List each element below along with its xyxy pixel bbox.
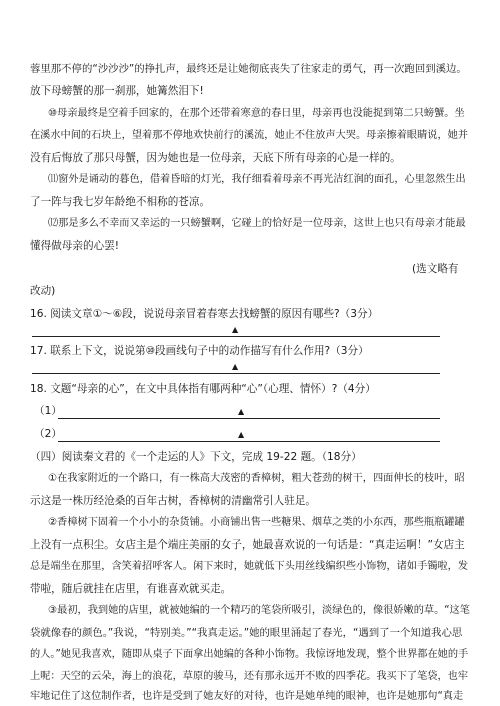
answer-marker: ▲ bbox=[238, 430, 245, 439]
paragraph-text-line: 没有后悔放了那只母蟹，因为她也是一位母亲，天底下所有母亲的心是一样的。 bbox=[30, 152, 401, 164]
paragraph-3: ③最初，我到她的店里，就被她编的一个精巧的笔袋所吸引，淡绿色的，像很娇嫩的草。“这笔 bbox=[48, 605, 470, 616]
answer-line-18-1[interactable] bbox=[58, 418, 440, 419]
paragraph-text-line: 在溪水中间的石块上，望着那不停地欢快前行的溪流，她止不住放声大哭。母亲擦着眼睛说，她并 bbox=[30, 130, 469, 141]
answer-line-17[interactable] bbox=[32, 373, 440, 374]
paragraph-text-line: 牢地记住了这位制作者，也许是受到了她友好的对待，也许是她单纯的眼神，也许是她那句“真走 bbox=[30, 691, 464, 702]
paragraph-text-line: 袋就像春的颜色。”我说，“特别美。”“我真走运。”她的眼里涌起了春光，“遇到了一个知道我心思 bbox=[30, 627, 463, 639]
paragraph-text-line: 蓉里那不停的“沙沙沙”的挣扎声，最终还是让她彻底丧失了往家走的勇气，再一次跑回到溪边。 bbox=[30, 63, 467, 75]
question-17: 17. 联系上下文，说说第⑩段画线句子中的动作描写有什么作用?（3分） bbox=[30, 345, 369, 357]
paragraph-12: ⑿那是多么不幸而又幸运的一只螃蟹啊，它碰上的恰好是一位母亲，这世上也只有母亲才能最 bbox=[48, 218, 466, 229]
question-16: 16. 阅读文章①～⑥段，说说母亲冒着春寒去找螃蟹的原因有哪些?（3分） bbox=[30, 308, 379, 320]
answer-marker: ▲ bbox=[238, 407, 245, 416]
answer-line-18-2[interactable] bbox=[58, 441, 440, 442]
paragraph-10: ⑩母亲最终是空着手回家的，在那个还带着寒意的春日里，母亲再也没能捉到第二只螃蟹。坐 bbox=[48, 108, 465, 119]
paragraph-1: ①在我家附近的一个路口，有一株高大茂密的香樟树，粗大苍劲的树干，四面伸长的枝叶，昭 bbox=[48, 473, 465, 484]
paragraph-text-line: 示这是一株历经沧桑的百年古树，香樟树的清幽常引人驻足。 bbox=[30, 495, 317, 507]
paragraph-11: ⑾窗外是诵动的暮色，借着昏暗的灯光，我仔细看着母亲不再光洁红润的面孔，心里忽然生出 bbox=[48, 174, 466, 185]
paragraph-text-line: 上没有一点积尘。女店主是个端庄美丽的女子，她最喜欢说的一句话是：“真走运啊！”女店主 bbox=[30, 539, 465, 551]
answer-label-2: （2） bbox=[34, 428, 62, 440]
paragraph-2: ②香樟树下固着一个小小的杂货铺。小商铺出售一些糖果、烟草之类的小东西，那些瓶瓶罐罐 bbox=[48, 517, 465, 528]
paragraph-text-line: 放下母螃蟹的那一刹那，她篝然泪下! bbox=[30, 85, 204, 97]
paragraph-text-line: 的人。”她见我喜欢，随即从桌子下面拿出她编的各种小饰物。我惊讶地发现，整个世界都在她的手 bbox=[30, 649, 469, 660]
answer-line-16[interactable] bbox=[32, 336, 440, 337]
paragraph-text-line: 总是端坐在那里，含笑着招呼客人。闲下来时，她就低下头用丝线编织些小饰物，诸如手镯啦，发 bbox=[30, 561, 469, 572]
paragraph-text-line: 懂得做母亲的心罢! bbox=[30, 240, 119, 252]
answer-label-1: （1） bbox=[34, 405, 62, 417]
answer-marker: ▲ bbox=[232, 362, 239, 371]
paragraph-text-line: 上呢：天空的云朵，海上的浪花，草原的骏马，还有那永远开不败的四季花。我买下了笔袋，也牢 bbox=[30, 671, 469, 682]
source-note-cont: 改动) bbox=[30, 285, 56, 297]
source-note: (选文略有 bbox=[412, 263, 459, 275]
section-heading: （四）阅读秦文君的《一个走运的人》下文，完成 19-22 题。（18分） bbox=[30, 451, 362, 463]
paragraph-text-line: 带啦，随后就挂在店里，有谁喜欢就买走。 bbox=[30, 583, 232, 595]
paragraph-text-line: 了一阵与我七岁年龄绝不相称的苍凉。 bbox=[30, 196, 211, 208]
answer-marker: ▲ bbox=[232, 325, 239, 334]
question-18: 18. 文题“母亲的心”，在文中具体指有哪两种“心”（心理、情怀）?（4分） bbox=[30, 383, 376, 395]
